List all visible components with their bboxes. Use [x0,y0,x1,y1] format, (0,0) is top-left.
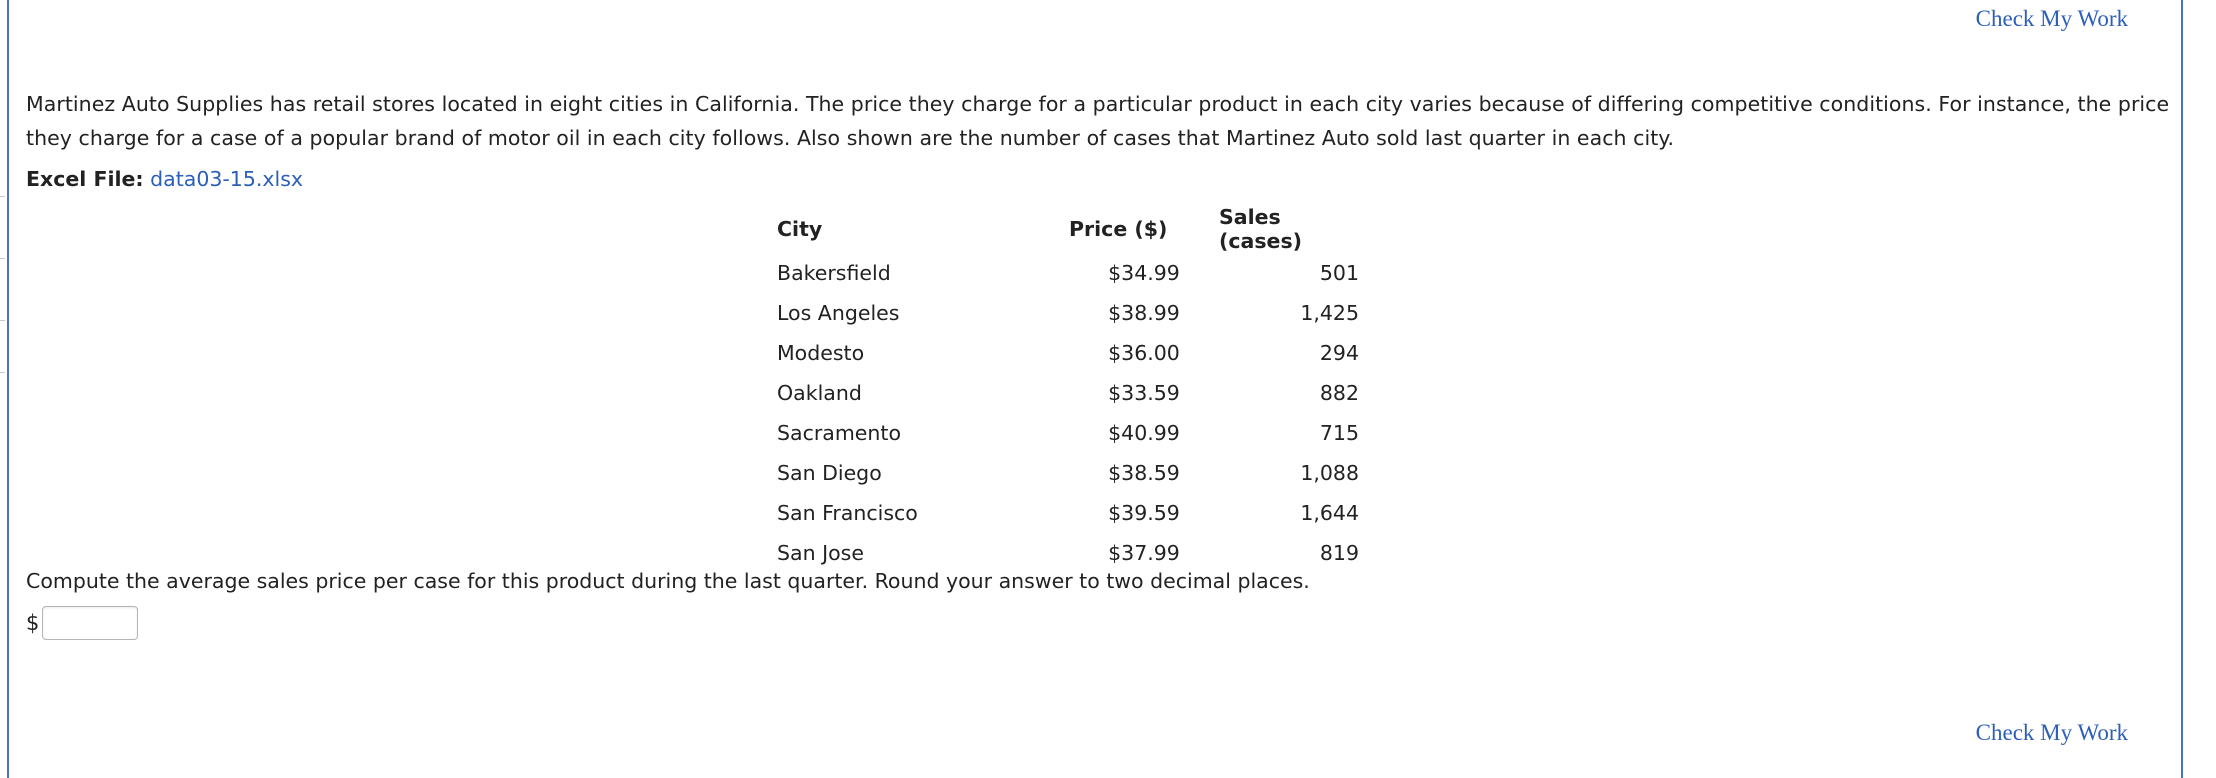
city-cell: San Diego [777,461,882,485]
city-cell: Sacramento [777,421,901,445]
city-cell: San Francisco [777,501,918,525]
problem-panel [7,0,2183,778]
excel-file-line [26,164,303,194]
currency-symbol: $ [26,611,40,635]
table-row [777,333,1359,373]
question-text: Compute the average sales price per case for this product during the last quarter. Round your answer to two decimal places. [26,569,1310,593]
city-sales-table [777,205,1359,573]
column-header-price: Price ($) [1069,217,1168,241]
sales-cell: 882 [1319,381,1359,405]
sales-cell: 294 [1319,341,1359,365]
excel-file-label: Excel File: [26,167,144,191]
sales-cell: 1,425 [1300,301,1359,325]
table-row [777,493,1359,533]
price-cell: $33.59 [1108,381,1180,405]
check-my-work-link-bottom[interactable]: Check My Work [1975,720,2128,745]
column-header-sales: Sales (cases) [1219,205,1303,253]
sales-cell: 501 [1319,261,1359,285]
average-price-input[interactable] [42,606,138,640]
check-my-work-link-top[interactable]: Check My Work [1975,6,2128,31]
column-header-city: City [777,217,823,241]
table-row [777,373,1359,413]
table-row [777,293,1359,333]
price-cell: $36.00 [1108,341,1180,365]
price-cell: $39.59 [1108,501,1180,525]
city-cell: Modesto [777,341,865,365]
price-cell: $34.99 [1108,261,1180,285]
sales-cell: 715 [1319,421,1359,445]
price-cell: $38.99 [1108,301,1180,325]
sales-cell: 1,088 [1300,461,1359,485]
table-header-row [777,205,1359,253]
problem-intro: Martinez Auto Supplies has retail stores located in eight cities in California. The price they charge for a particular product in each city varies because of differing competitive conditions. For instance, the price they charge for a case of a popular brand of motor oil in each city follows. Also shown are the number of cases that Martinez Auto sold last quarter in each city. [26,92,2170,150]
table-row [777,453,1359,493]
sales-cell: 1,644 [1300,501,1359,525]
sales-cell: 819 [1319,541,1359,565]
city-cell: Los Angeles [777,301,900,325]
price-cell: $37.99 [1108,541,1180,565]
price-cell: $38.59 [1108,461,1180,485]
table-row [777,253,1359,293]
city-cell: Oakland [777,381,862,405]
city-cell: San Jose [777,541,864,565]
city-cell: Bakersfield [777,261,891,285]
price-cell: $40.99 [1108,421,1180,445]
answer-row [26,606,138,640]
table-row [777,413,1359,453]
excel-file-link[interactable]: data03-15.xlsx [150,167,304,191]
left-edge-ticks [0,0,6,778]
